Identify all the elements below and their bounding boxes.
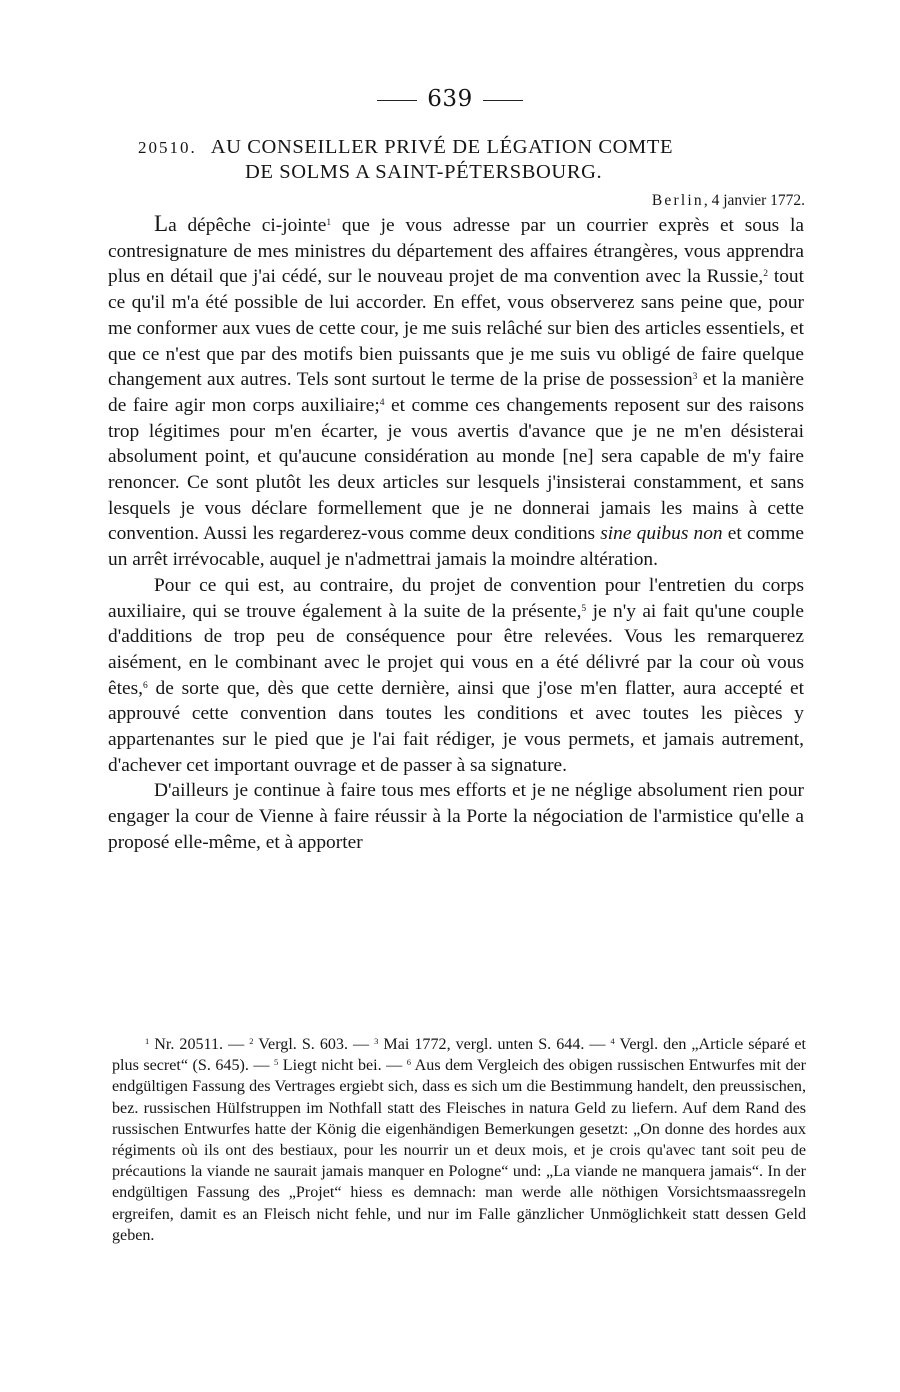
text-run: et comme ces changements reposent sur des raisons trop légitimes pour m'en écarter, je vous avertis d'avance que je ne m'en désisterai absolument point, et qu'aucune considération au monde [ne] sera capable de m'y faire renoncer. Ce sont plutôt les deux articles sur lesquels j'insisterai constamment, et sans lesquels je vous déclare formellement que je ne donnerai jamais les mains à cette convention. Aussi les regarderez-vous comme deux conditions <box>108 394 804 545</box>
text-run: et comme un arrêt irrévocable, auquel je n'admettrai jamais la moindre altération. <box>108 523 805 571</box>
footnote-ref: 4 <box>379 397 385 408</box>
letter-heading <box>138 135 778 184</box>
footnote-ref: 6 <box>143 680 148 691</box>
footnote-ref: 5 <box>581 603 587 614</box>
footnote-marker: 1 <box>145 1036 150 1046</box>
dateline-date: , 4 janvier 1772. <box>703 192 805 209</box>
footnote-marker: 3 <box>374 1036 379 1046</box>
footnote-marker: 4 <box>610 1036 615 1046</box>
text-run: que je vous adresse par un courrier exprès et sous la contresignature de mes ministres du département des affaires étrangères, vous apprendra plus en détail que j'ai cédé, sur le nouveau projet de ma convention avec la Russie, <box>108 215 804 288</box>
letter-body <box>108 211 804 856</box>
text-run: a dépêche ci-jointe <box>168 215 327 236</box>
footnote-3: Mai 1772, vergl. unten S. 644. — <box>378 1036 611 1053</box>
rule-left <box>377 100 417 101</box>
footnote-marker: 5 <box>274 1057 279 1068</box>
paragraph-3: D'ailleurs je continue à faire tous mes efforts et je ne néglige absolument rien pour engager la cour de Vienne à faire réussir à la Porte la négociation de l'armistice qu'elle a proposé elle-même, et à apporter <box>108 780 804 853</box>
footnote-2: Vergl. S. 603. — <box>253 1036 375 1053</box>
dateline-place: Berlin <box>651 192 704 209</box>
footnote-ref: 1 <box>326 218 332 228</box>
footnote-6: Aus dem Vergleich des obigen russischen Entwurfes mit der endgültigen Fassung des Vertrages ergiebt sich, dass es sich um die Bestimmung handelt, den preussischen, bez. russischen Hülfstruppen im Nothfall statt des Fleisches in natura Geld zu liefern. Auf dem Rand des russischen Entwurfes hatte der König die eigenhändigen Bemerkungen gesetzt: „On donne des hordes aux régiments où ils ont des bestiaux, pour les nourrir un et deux mois, et je crois qu'avec tant soit peu de précautions la viande ne saurait jamais manquer en Pologne“ und: „La viande ne manquera jamais“. In der endgültigen Fassung des „Projet“ hiess es demnach: man werde alle nöthigen Vorsichtsmaassregeln ergreifen, damit es an Fleisch nicht fehle, und nur im Falle gänzlicher Unmöglichkeit statt dessen Geld geben. <box>112 1057 806 1244</box>
footnote-block <box>112 1034 806 1246</box>
text-run: Pour ce qui est, au contraire, du projet de convention pour l'entretien du corps auxiliaire, qui se trouve également à la suite de la présente, <box>108 574 804 622</box>
footnote-marker: 6 <box>406 1057 412 1068</box>
text-run: je n'y ai fait qu'une couple d'additions de trop peu de conséquence pour être relevées. Vous les remarquerez aisément, en le combinant avec le projet qui vous en a été délivré par la cour où vous êtes, <box>108 600 804 699</box>
text-run: de sorte que, dès que cette dernière, ainsi que j'ose m'en flatter, aura accepté et approuvé cette convention dans toutes les conditions et avec toutes les pièces y appartenantes sur le pied que je l'ai fait rédiger, je vous permets, et jamais autrement, d'achever cet important ouvrage et de passer à sa signature. <box>108 677 804 776</box>
page-number <box>0 86 900 112</box>
letter-number: 20510. <box>138 138 197 157</box>
rule-right <box>483 100 523 101</box>
text-run: tout ce qu'il m'a été possible de lui accorder. En effet, vous observerez sans peine que, pour me conformer aux vues de cette cour, je me suis relâché sur bien des articles essentiels, et que ce n'est que par des motifs bien puissants que je me suis vu obligé de faire quelque changement aux autres. Tels sont surtout le terme de la prise de possession <box>108 266 804 391</box>
footnote-1: Nr. 20511. — <box>149 1036 250 1053</box>
text-run: et la manière de faire agir mon corps auxiliaire; <box>108 369 804 416</box>
footnote-marker: 2 <box>249 1036 254 1046</box>
heading-line-1: AU CONSEILLER PRIVÉ DE LÉGATION COMTE <box>210 136 674 158</box>
dateline <box>652 192 805 210</box>
footnote-ref: 3 <box>692 372 698 383</box>
drop-cap: L <box>154 211 169 236</box>
footnotes <box>112 1034 806 1246</box>
footnote-ref: 2 <box>763 269 768 280</box>
footnote-5: Liegt nicht bei. — <box>278 1057 407 1075</box>
paragraph-2 <box>108 573 804 779</box>
page-number-text: 639 <box>427 86 473 112</box>
paragraph-1 <box>108 211 804 573</box>
heading-line-2: DE SOLMS A SAINT-PÉTERSBOURG. <box>245 161 603 183</box>
footnote-4: Vergl. den „Article séparé et plus secret“ (S. 645). — <box>112 1036 807 1075</box>
italic-phrase: sine quibus non <box>600 523 723 545</box>
